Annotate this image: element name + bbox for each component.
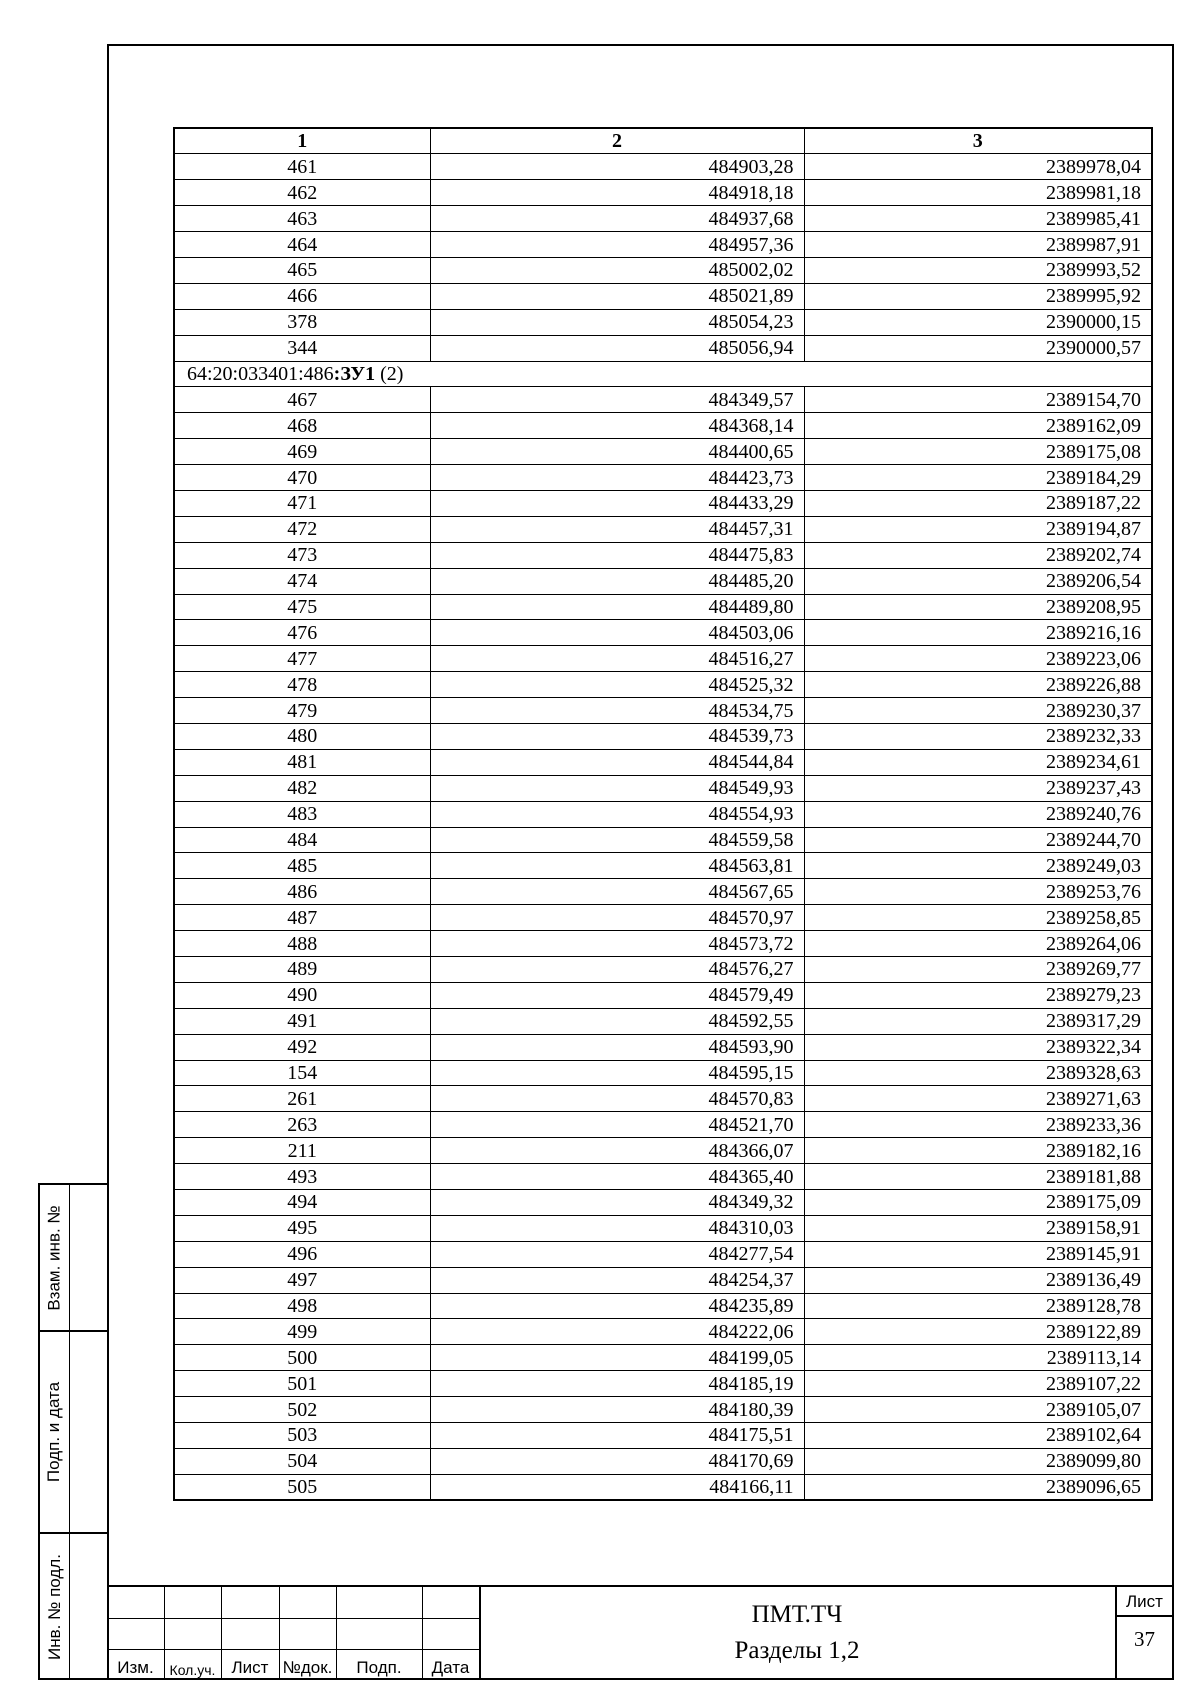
point-number-cell: 483 [174, 801, 430, 827]
point-number-cell: 465 [174, 257, 430, 283]
point-number-cell: 470 [174, 465, 430, 491]
table-row [174, 465, 1152, 491]
x-coordinate-cell: 485054,23 [430, 309, 804, 335]
y-coordinate-cell: 2389226,88 [804, 672, 1152, 698]
x-coordinate-cell: 484576,27 [430, 957, 804, 983]
x-coordinate-cell: 484937,68 [430, 206, 804, 232]
y-coordinate-cell: 2389279,23 [804, 982, 1152, 1008]
table-row [174, 257, 1152, 283]
y-coordinate-cell: 2389216,16 [804, 620, 1152, 646]
table-row [174, 1086, 1152, 1112]
y-coordinate-cell: 2389249,03 [804, 853, 1152, 879]
x-coordinate-cell: 484592,55 [430, 1008, 804, 1034]
point-number-cell: 501 [174, 1371, 430, 1397]
table-row [174, 672, 1152, 698]
x-coordinate-cell: 484544,84 [430, 749, 804, 775]
point-number-cell: 498 [174, 1293, 430, 1319]
x-coordinate-cell: 484368,14 [430, 413, 804, 439]
y-coordinate-cell: 2389987,91 [804, 232, 1152, 258]
y-coordinate-cell: 2389234,61 [804, 749, 1152, 775]
point-number-cell: 502 [174, 1397, 430, 1423]
table-row [174, 335, 1152, 361]
table-row [174, 931, 1152, 957]
x-coordinate-cell: 484549,93 [430, 775, 804, 801]
x-coordinate-cell: 484366,07 [430, 1138, 804, 1164]
x-coordinate-cell: 484595,15 [430, 1060, 804, 1086]
section-suffix: (2) [375, 362, 404, 385]
table-row [174, 439, 1152, 465]
point-number-cell: 475 [174, 594, 430, 620]
point-number-cell: 488 [174, 931, 430, 957]
side-cell-signature-date [40, 1332, 107, 1534]
y-coordinate-cell: 2389232,33 [804, 723, 1152, 749]
x-coordinate-cell: 484503,06 [430, 620, 804, 646]
point-number-cell: 344 [174, 335, 430, 361]
x-coordinate-cell: 484235,89 [430, 1293, 804, 1319]
table-row [174, 1267, 1152, 1293]
x-coordinate-cell: 485021,89 [430, 283, 804, 309]
point-number-cell: 378 [174, 309, 430, 335]
table-row [174, 1034, 1152, 1060]
y-coordinate-cell: 2389317,29 [804, 1008, 1152, 1034]
table-row [174, 1371, 1152, 1397]
y-coordinate-cell: 2389187,22 [804, 490, 1152, 516]
point-number-cell: 479 [174, 698, 430, 724]
x-coordinate-cell: 484254,37 [430, 1267, 804, 1293]
y-coordinate-cell: 2389269,77 [804, 957, 1152, 983]
x-coordinate-cell: 484475,83 [430, 542, 804, 568]
y-coordinate-cell: 2389223,06 [804, 646, 1152, 672]
y-coordinate-cell: 2389240,76 [804, 801, 1152, 827]
table-row [174, 1448, 1152, 1474]
table-row [174, 801, 1152, 827]
side-cell-replacement [40, 1185, 107, 1332]
title-block [107, 1585, 1174, 1680]
coordinates-table [173, 127, 1153, 1501]
point-number-cell: 495 [174, 1215, 430, 1241]
table-row [174, 853, 1152, 879]
x-coordinate-cell: 484534,75 [430, 698, 804, 724]
point-number-cell: 497 [174, 1267, 430, 1293]
sheet-box [1115, 1587, 1172, 1680]
x-coordinate-cell: 484423,73 [430, 465, 804, 491]
y-coordinate-cell: 2389105,07 [804, 1397, 1152, 1423]
table-row [174, 620, 1152, 646]
table-row [174, 1474, 1152, 1500]
document-code: ПМТ.ТЧ [751, 1601, 843, 1628]
table-row [174, 957, 1152, 983]
sheet-label: Лист [1117, 1589, 1172, 1617]
x-coordinate-cell: 484593,90 [430, 1034, 804, 1060]
point-number-cell: 466 [174, 283, 430, 309]
y-coordinate-cell: 2389122,89 [804, 1319, 1152, 1345]
x-coordinate-cell: 484957,36 [430, 232, 804, 258]
x-coordinate-cell: 484570,97 [430, 905, 804, 931]
col-doc-number: №док. [282, 1658, 333, 1677]
table-row [174, 723, 1152, 749]
y-coordinate-cell: 2389233,36 [804, 1112, 1152, 1138]
x-coordinate-cell: 484485,20 [430, 568, 804, 594]
x-coordinate-cell: 484277,54 [430, 1241, 804, 1267]
table-row [174, 698, 1152, 724]
side-stamp [38, 1183, 107, 1680]
section-plot-code: :ЗУ1 [333, 362, 376, 385]
x-coordinate-cell: 484573,72 [430, 931, 804, 957]
side-cell-original-inv [40, 1534, 107, 1680]
table-row [174, 387, 1152, 413]
y-coordinate-cell: 2389154,70 [804, 387, 1152, 413]
point-number-cell: 489 [174, 957, 430, 983]
x-coordinate-cell: 484554,93 [430, 801, 804, 827]
y-coordinate-cell: 2389993,52 [804, 257, 1152, 283]
point-number-cell: 490 [174, 982, 430, 1008]
table-row [174, 1345, 1152, 1371]
x-coordinate-cell: 484170,69 [430, 1448, 804, 1474]
point-number-cell: 464 [174, 232, 430, 258]
table-row [174, 827, 1152, 853]
x-coordinate-cell: 484563,81 [430, 853, 804, 879]
y-coordinate-cell: 2389206,54 [804, 568, 1152, 594]
table-row [174, 180, 1152, 206]
x-coordinate-cell: 484918,18 [430, 180, 804, 206]
table-row [174, 1060, 1152, 1086]
y-coordinate-cell: 2389264,06 [804, 931, 1152, 957]
table-row [174, 490, 1152, 516]
point-number-cell: 480 [174, 723, 430, 749]
x-coordinate-cell: 484525,32 [430, 672, 804, 698]
point-number-cell: 477 [174, 646, 430, 672]
x-coordinate-cell: 484570,83 [430, 1086, 804, 1112]
point-number-cell: 492 [174, 1034, 430, 1060]
table-block-2 [174, 387, 1152, 1500]
table-row [174, 982, 1152, 1008]
y-coordinate-cell: 2390000,57 [804, 335, 1152, 361]
x-coordinate-cell: 484433,29 [430, 490, 804, 516]
revision-grid [107, 1587, 479, 1680]
point-number-cell: 478 [174, 672, 430, 698]
x-coordinate-cell: 484222,06 [430, 1319, 804, 1345]
point-number-cell: 491 [174, 1008, 430, 1034]
x-coordinate-cell: 484166,11 [430, 1474, 804, 1500]
y-coordinate-cell: 2389145,91 [804, 1241, 1152, 1267]
x-coordinate-cell: 484349,32 [430, 1190, 804, 1216]
y-coordinate-cell: 2389985,41 [804, 206, 1152, 232]
y-coordinate-cell: 2389202,74 [804, 542, 1152, 568]
x-coordinate-cell: 484175,51 [430, 1423, 804, 1449]
table-row [174, 154, 1152, 180]
y-coordinate-cell: 2389237,43 [804, 775, 1152, 801]
x-coordinate-cell: 484903,28 [430, 154, 804, 180]
y-coordinate-cell: 2389175,08 [804, 439, 1152, 465]
point-number-cell: 211 [174, 1138, 430, 1164]
table-row [174, 1138, 1152, 1164]
table-row [174, 1397, 1152, 1423]
sheet-number: 37 [1134, 1627, 1155, 1651]
y-coordinate-cell: 2389158,91 [804, 1215, 1152, 1241]
x-coordinate-cell: 484457,31 [430, 516, 804, 542]
y-coordinate-cell: 2389978,04 [804, 154, 1152, 180]
point-number-cell: 487 [174, 905, 430, 931]
x-coordinate-cell: 484579,49 [430, 982, 804, 1008]
col-signature: Подп. [356, 1658, 402, 1677]
y-coordinate-cell: 2389184,29 [804, 465, 1152, 491]
table-row [174, 594, 1152, 620]
table-row [174, 749, 1152, 775]
table-row [174, 879, 1152, 905]
y-coordinate-cell: 2389194,87 [804, 516, 1152, 542]
table-row [174, 568, 1152, 594]
table-row [174, 1319, 1152, 1345]
x-coordinate-cell: 484185,19 [430, 1371, 804, 1397]
side-label-replacement-inv: Взам. инв. № [44, 1204, 64, 1311]
section-title [174, 361, 1152, 387]
side-label-signature-date: Подп. и дата [44, 1381, 64, 1483]
y-coordinate-cell: 2389208,95 [804, 594, 1152, 620]
side-label-original-inv: Инв. № подл. [44, 1554, 64, 1660]
table-block-1 [174, 154, 1152, 361]
table-row [174, 1293, 1152, 1319]
point-number-cell: 493 [174, 1164, 430, 1190]
table-row [174, 1215, 1152, 1241]
table-row [174, 283, 1152, 309]
table-row [174, 413, 1152, 439]
point-number-cell: 474 [174, 568, 430, 594]
col-count: Кол.уч. [169, 1662, 216, 1678]
point-number-cell: 486 [174, 879, 430, 905]
x-coordinate-cell: 484567,65 [430, 879, 804, 905]
point-number-cell: 468 [174, 413, 430, 439]
y-coordinate-cell: 2389162,09 [804, 413, 1152, 439]
y-coordinate-cell: 2389253,76 [804, 879, 1152, 905]
point-number-cell: 503 [174, 1423, 430, 1449]
x-coordinate-cell: 484310,03 [430, 1215, 804, 1241]
point-number-cell: 469 [174, 439, 430, 465]
point-number-cell: 500 [174, 1345, 430, 1371]
y-coordinate-cell: 2389113,14 [804, 1345, 1152, 1371]
x-coordinate-cell: 484365,40 [430, 1164, 804, 1190]
y-coordinate-cell: 2389102,64 [804, 1423, 1152, 1449]
point-number-cell: 496 [174, 1241, 430, 1267]
point-number-cell: 461 [174, 154, 430, 180]
section-cadastral-number: 64:20:033401:486 [187, 362, 334, 385]
point-number-cell: 263 [174, 1112, 430, 1138]
y-coordinate-cell: 2389271,63 [804, 1086, 1152, 1112]
point-number-cell: 467 [174, 387, 430, 413]
table-row [174, 1112, 1152, 1138]
document-title: Разделы 1,2 [734, 1637, 860, 1664]
table-row [174, 775, 1152, 801]
y-coordinate-cell: 2389322,34 [804, 1034, 1152, 1060]
x-coordinate-cell: 484400,65 [430, 439, 804, 465]
y-coordinate-cell: 2390000,15 [804, 309, 1152, 335]
table-row [174, 1008, 1152, 1034]
point-number-cell: 484 [174, 827, 430, 853]
table-row [174, 206, 1152, 232]
point-number-cell: 261 [174, 1086, 430, 1112]
table-row [174, 1164, 1152, 1190]
table-row [174, 1241, 1152, 1267]
y-coordinate-cell: 2389107,22 [804, 1371, 1152, 1397]
point-number-cell: 471 [174, 490, 430, 516]
y-coordinate-cell: 2389258,85 [804, 905, 1152, 931]
x-coordinate-cell: 484559,58 [430, 827, 804, 853]
point-number-cell: 482 [174, 775, 430, 801]
table-row [174, 646, 1152, 672]
point-number-cell: 481 [174, 749, 430, 775]
table-section [174, 361, 1152, 387]
point-number-cell: 473 [174, 542, 430, 568]
y-coordinate-cell: 2389182,16 [804, 1138, 1152, 1164]
col-sheet: Лист [231, 1658, 269, 1677]
point-number-cell: 462 [174, 180, 430, 206]
x-coordinate-cell: 485056,94 [430, 335, 804, 361]
table-row [174, 542, 1152, 568]
table-row [174, 905, 1152, 931]
column-header-2: 2 [430, 128, 804, 154]
column-header-3: 3 [804, 128, 1152, 154]
point-number-cell: 472 [174, 516, 430, 542]
y-coordinate-cell: 2389181,88 [804, 1164, 1152, 1190]
y-coordinate-cell: 2389328,63 [804, 1060, 1152, 1086]
y-coordinate-cell: 2389128,78 [804, 1293, 1152, 1319]
col-change: Изм. [117, 1658, 154, 1677]
column-header-1: 1 [174, 128, 430, 154]
y-coordinate-cell: 2389230,37 [804, 698, 1152, 724]
x-coordinate-cell: 484521,70 [430, 1112, 804, 1138]
x-coordinate-cell: 484516,27 [430, 646, 804, 672]
point-number-cell: 463 [174, 206, 430, 232]
point-number-cell: 499 [174, 1319, 430, 1345]
y-coordinate-cell: 2389981,18 [804, 180, 1152, 206]
x-coordinate-cell: 484489,80 [430, 594, 804, 620]
table-row [174, 1423, 1152, 1449]
y-coordinate-cell: 2389099,80 [804, 1448, 1152, 1474]
x-coordinate-cell: 484199,05 [430, 1345, 804, 1371]
section-title-row [174, 361, 1152, 387]
y-coordinate-cell: 2389995,92 [804, 283, 1152, 309]
x-coordinate-cell: 484539,73 [430, 723, 804, 749]
point-number-cell: 485 [174, 853, 430, 879]
table-row [174, 309, 1152, 335]
table-row [174, 232, 1152, 258]
point-number-cell: 476 [174, 620, 430, 646]
point-number-cell: 154 [174, 1060, 430, 1086]
table-row [174, 1190, 1152, 1216]
y-coordinate-cell: 2389096,65 [804, 1474, 1152, 1500]
y-coordinate-cell: 2389175,09 [804, 1190, 1152, 1216]
table-row [174, 516, 1152, 542]
col-date: Дата [431, 1658, 470, 1677]
table-header-row [174, 128, 1152, 154]
point-number-cell: 494 [174, 1190, 430, 1216]
x-coordinate-cell: 485002,02 [430, 257, 804, 283]
y-coordinate-cell: 2389244,70 [804, 827, 1152, 853]
x-coordinate-cell: 484180,39 [430, 1397, 804, 1423]
x-coordinate-cell: 484349,57 [430, 387, 804, 413]
point-number-cell: 504 [174, 1448, 430, 1474]
y-coordinate-cell: 2389136,49 [804, 1267, 1152, 1293]
point-number-cell: 505 [174, 1474, 430, 1500]
